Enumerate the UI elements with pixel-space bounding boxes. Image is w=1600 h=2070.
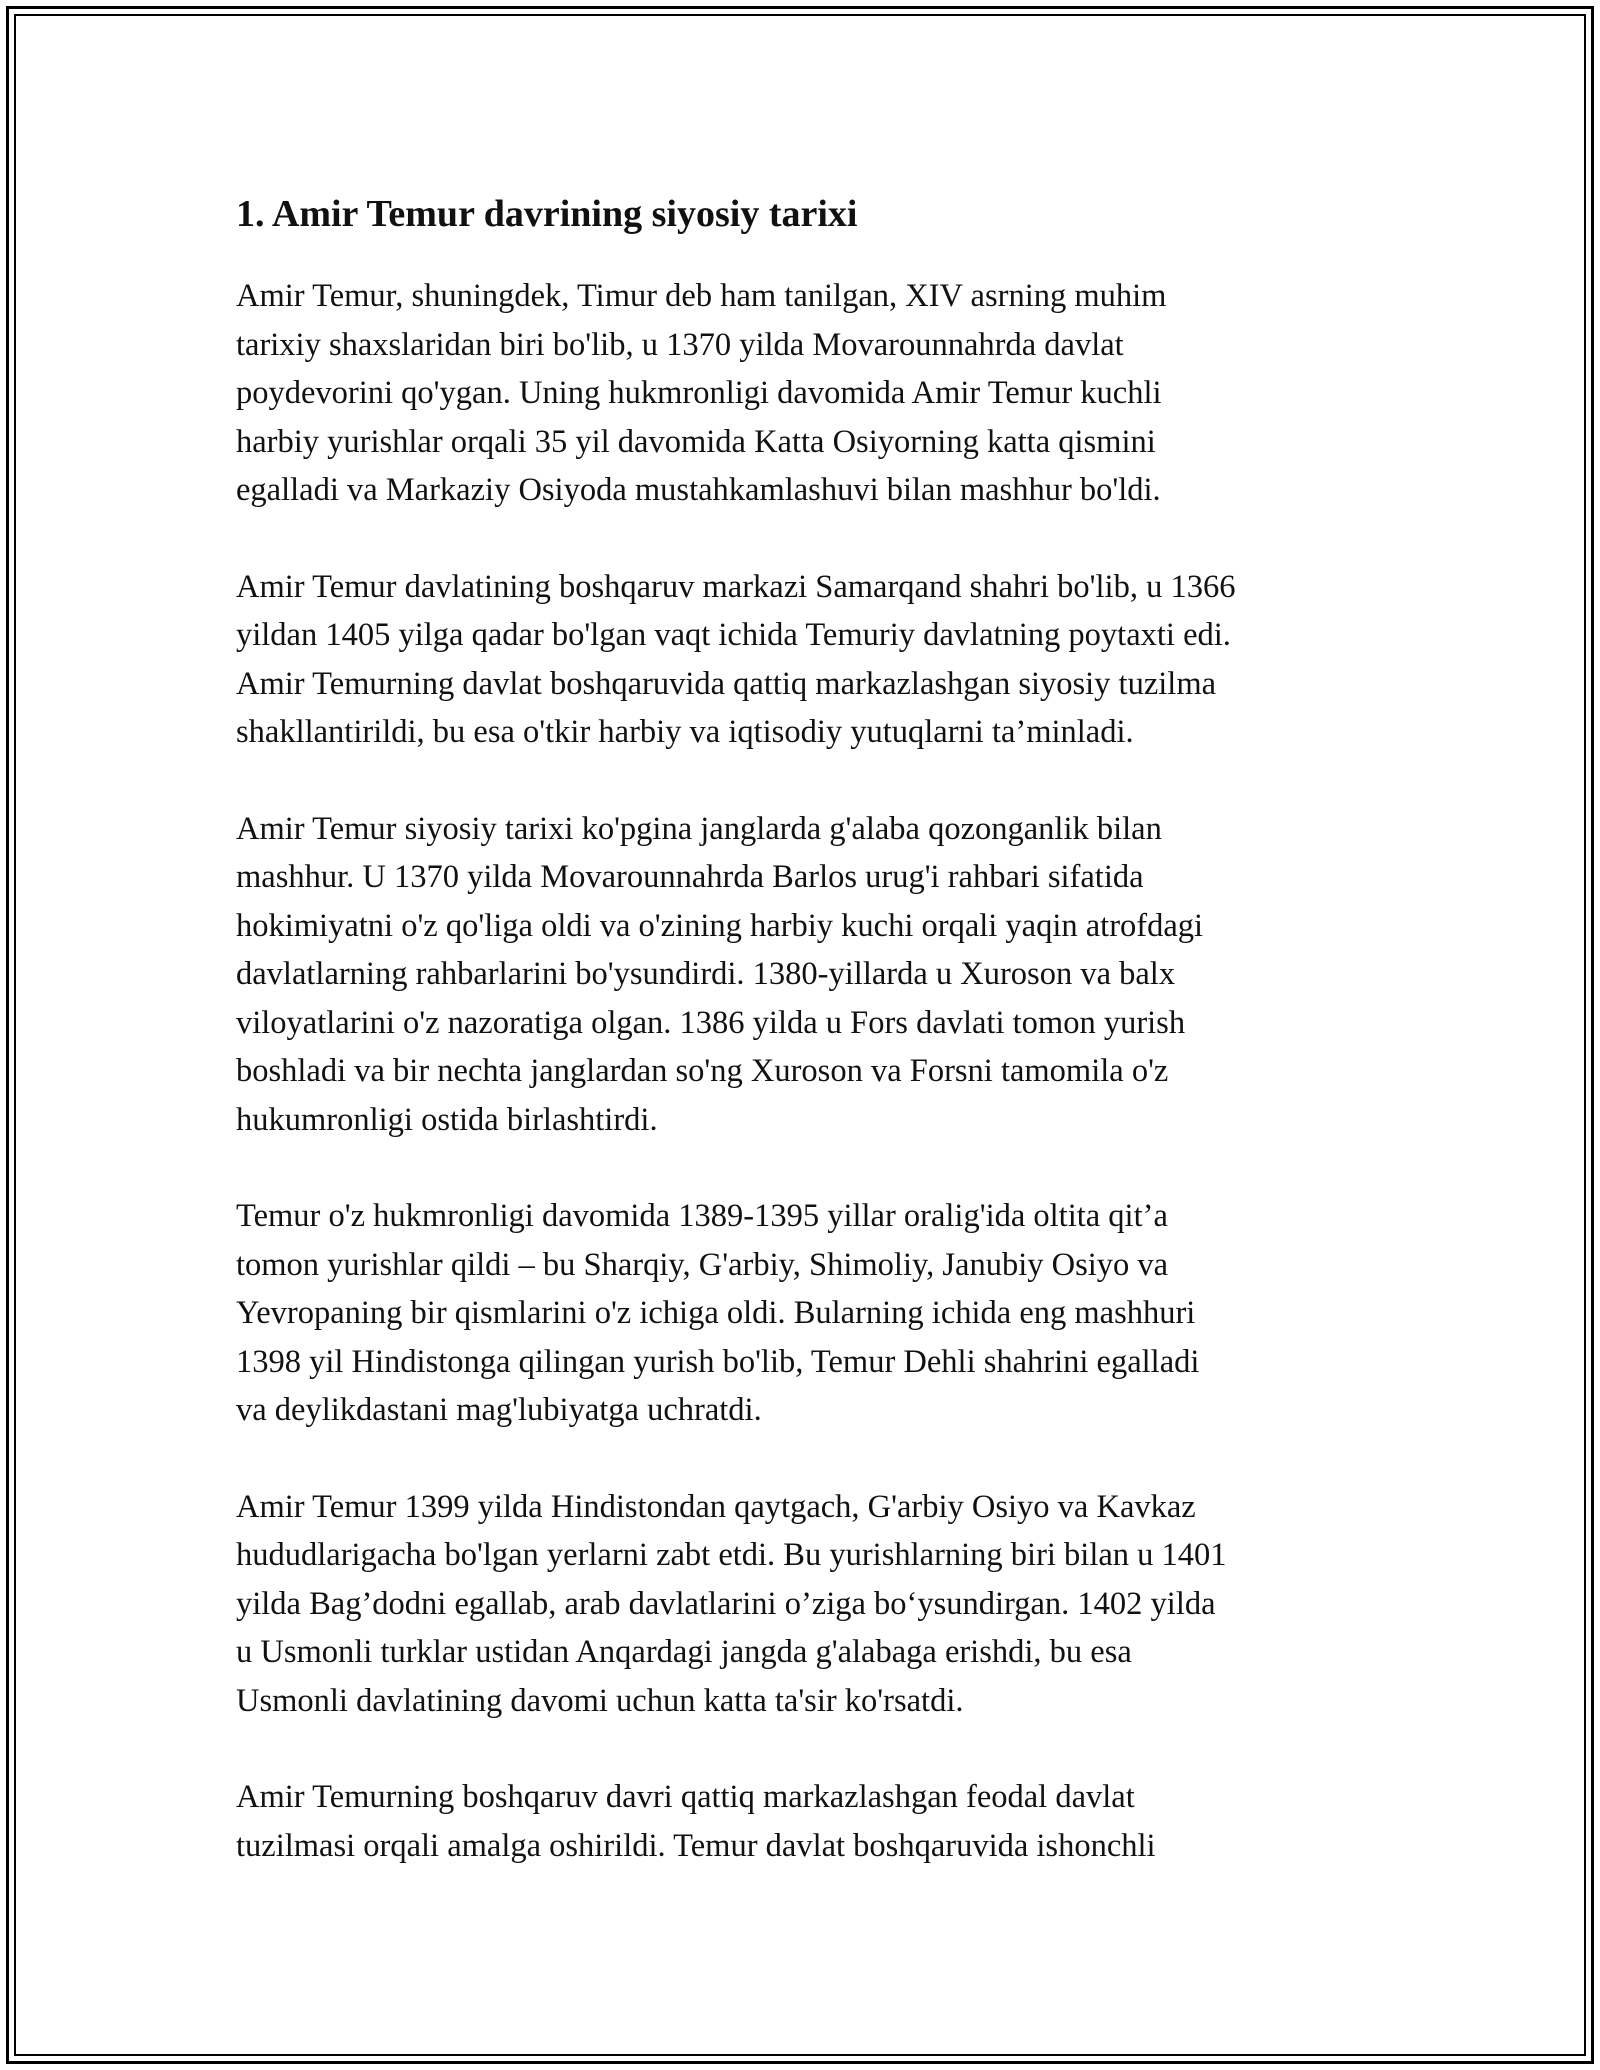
section-heading: 1. Amir Temur davrining siyosiy tarixi	[236, 193, 858, 235]
document-body	[236, 186, 1386, 1918]
paragraph-3: Amir Temur siyosiy tarixi ko'pgina janglarda g'alaba qozonganlik bilan mashhur. U 1370 yilda Movarounnahrda Barlos urug'i rahbari sifatida hokimiyatni o'z qo'liga oldi va o'zining harbiy kuchi orqali yaqin atrofdagi davlatlarning rahbarlarini bo'ysundirdi. 1380-yillarda u Xuroson va balx viloyatlarini o'z nazoratiga olgan. 1386 yilda u Fors davlati tomon yurish boshladi va bir nechta janglardan so'ng Xuroson va Forsni tamomila o'z hukumronligi ostida birlashtirdi.	[236, 810, 1204, 1138]
paragraph-2: Amir Temur davlatining boshqaruv markazi Samarqand shahri bo'lib, u 1366 yildan 1405 yilga qadar bo'lgan vaqt ichida Temuriy davlatning poytaxti edi. Amir Temurning davlat boshqaruvida qattiq markazlashgan siyosiy tuzilma shakllantirildi, bu esa o'tkir harbiy va iqtisodiy yutuqlarni ta’minladi.	[236, 568, 1236, 750]
paragraph-5: Amir Temur 1399 yilda Hindistondan qaytgach, G'arbiy Osiyo va Kavkaz hududlarigacha bo'lgan yerlarni zabt etdi. Bu yurishlarning biri bilan u 1401 yilda Bag’dodni egallab, arab davlatlarini o’ziga bo‘ysundirgan. 1402 yilda u Usmonli turklar ustidan Anqardagi jangda g'alabaga erishdi, bu esa Usmonli davlatining davomi uchun katta ta'sir ko'rsatdi.	[236, 1488, 1227, 1719]
paragraph-4: Temur o'z hukmronligi davomida 1389-1395 yillar oralig'ida oltita qit’a tomon yurishlar qildi – bu Sharqiy, G'arbiy, Shimoliy, Janubiy Osiyo va Yevropaning bir qismlarini o'z ichiga oldi. Bularning ichida eng mashhuri 1398 yil Hindistonga qilingan yurish bo'lib, Temur Dehli shahrini egalladi va deylikdastani mag'lubiyatga uchratdi.	[236, 1198, 1200, 1428]
paragraph-1: Amir Temur, shuningdek, Timur deb ham tanilgan, XIV asrning muhim tarixiy shaxslaridan biri bo'lib, u 1370 yilda Movarounnahrda davlat poydevorini qo'ygan. Uning hukmronligi davomida Amir Temur kuchli harbiy yurishlar orqali 35 yil davomida Katta Osiyorning katta qismini egalladi va Markaziy Osiyoda mustahkamlashuvi bilan mashhur bo'ldi.	[236, 278, 1167, 508]
paragraph-6: Amir Temurning boshqaruv davri qattiq markazlashgan feodal davlat tuzilmasi orqali amalga oshirildi. Temur davlat boshqaruvida ishonchli	[236, 1779, 1156, 1864]
